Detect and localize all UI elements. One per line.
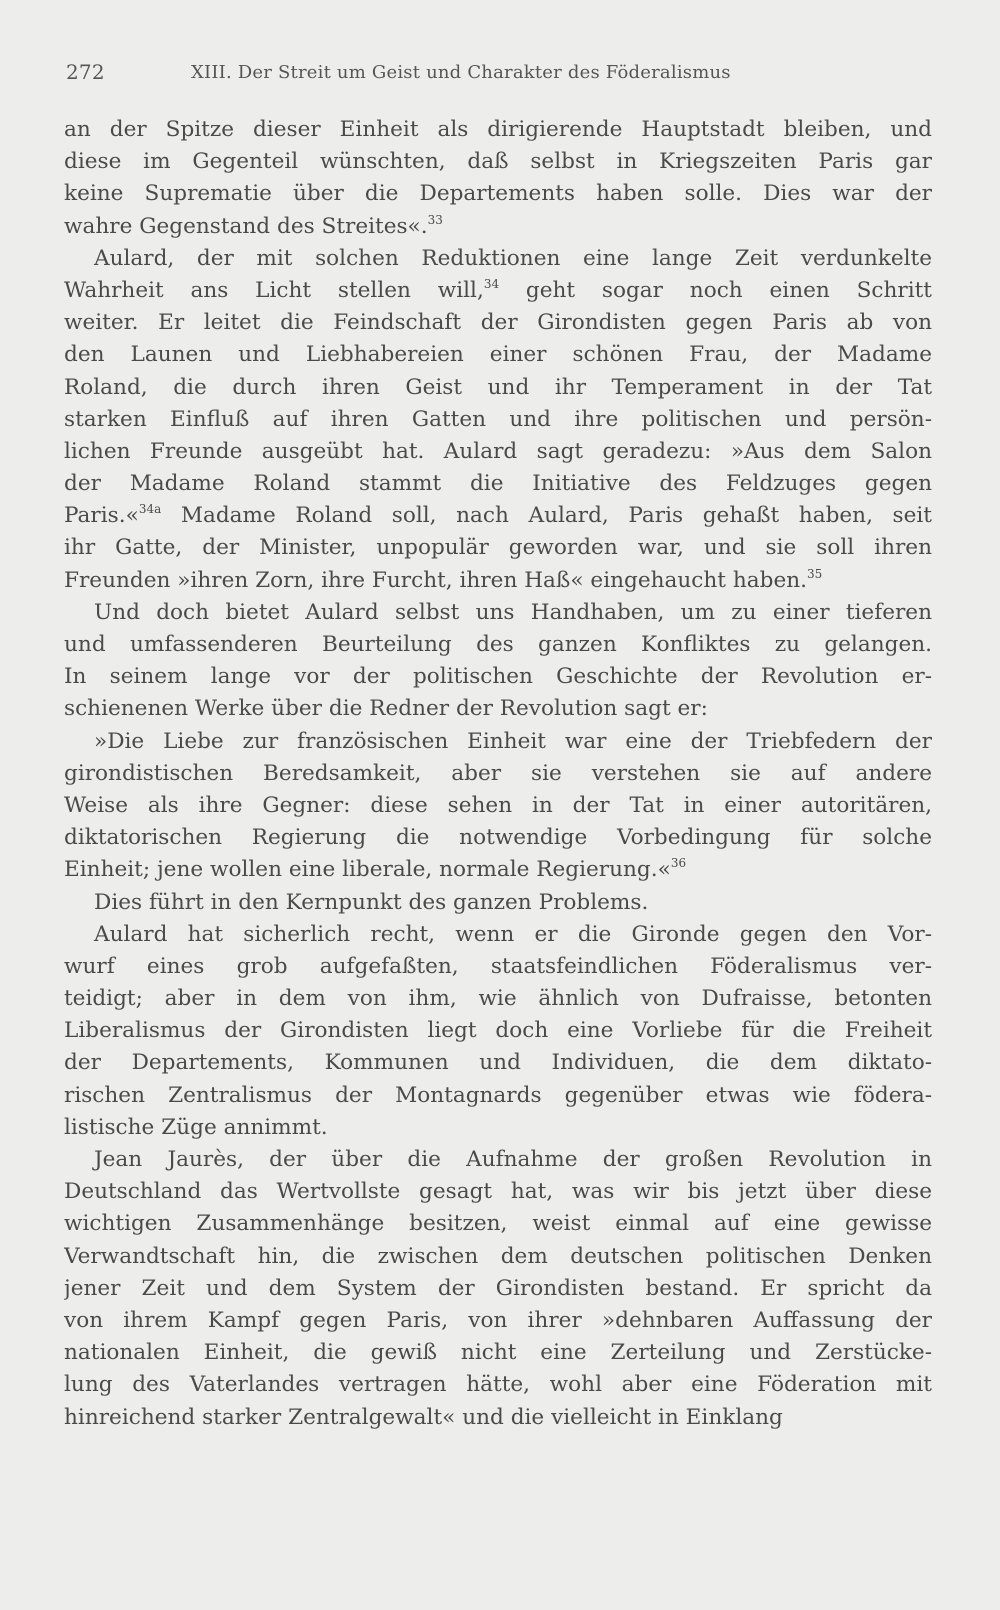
text-line: [64, 951, 932, 983]
line-text: Wahrheit ans Licht stellen will,: [64, 277, 484, 303]
line-text: Verwandtschaft hin, die zwischen dem deutschen politischen Denken: [64, 1243, 932, 1269]
footnote-marker: 35: [807, 566, 823, 581]
text-line: [64, 339, 932, 371]
line-text: Aulard, der mit solchen Reduktionen eine lange Zeit verdunkelte: [94, 245, 932, 271]
text-line: [64, 1369, 932, 1401]
text-line: [64, 243, 932, 275]
text-line: [64, 532, 932, 564]
line-text: Einheit; jene wollen eine liberale, normale Regierung.«: [64, 857, 671, 883]
line-text: Deutschland das Wertvollste gesagt hat, was wir bis jetzt über diese: [64, 1179, 932, 1205]
body-text: [64, 114, 932, 1434]
text-line: [64, 854, 932, 886]
line-text: Und doch bietet Aulard selbst uns Handhaben, um zu einer tieferen: [94, 599, 932, 625]
line-text: wurf eines grob aufgefaßten, staatsfeindlichen Föderalismus ver-: [64, 953, 932, 979]
line-text: jener Zeit und dem System der Girondisten bestand. Er spricht da: [64, 1275, 932, 1301]
text-line: [64, 1144, 932, 1176]
text-line: [64, 114, 932, 146]
line-text: wahre Gegenstand des Streites«.: [64, 213, 428, 239]
line-text: Paris.«: [64, 503, 139, 529]
line-text: Dies führt in den Kernpunkt des ganzen Problems.: [94, 889, 649, 915]
line-text: girondistischen Beredsamkeit, aber sie verstehen sie auf andere: [64, 760, 932, 786]
text-line: [64, 983, 932, 1015]
page-number: 272: [66, 60, 105, 84]
line-text: Weise als ihre Gegner: diese sehen in der Tat in einer autoritären,: [64, 792, 932, 818]
text-line: [64, 919, 932, 951]
line-text: von ihrem Kampf gegen Paris, von ihrer »dehnbaren Auffassung der: [64, 1307, 932, 1333]
line-text: »Die Liebe zur französischen Einheit war eine der Triebfedern der: [94, 728, 932, 754]
line-text-continuation: Madame Roland soll, nach Aulard, Paris gehaßt haben, seit: [161, 503, 932, 529]
line-text: Aulard hat sicherlich recht, wenn er die Gironde gegen den Vor-: [94, 921, 932, 947]
text-line: [64, 1176, 932, 1208]
line-text: der Madame Roland stammt die Initiative des Feldzuges gegen: [64, 471, 932, 497]
text-line: [64, 178, 932, 210]
line-text: den Launen und Liebhabereien einer schönen Frau, der Madame: [64, 342, 932, 368]
line-text: der Departements, Kommunen und Individuen, die dem diktato-: [64, 1050, 932, 1076]
running-head: [66, 60, 946, 90]
text-line: [64, 1402, 932, 1434]
text-line: [64, 790, 932, 822]
line-text: listische Züge annimmt.: [64, 1114, 328, 1140]
text-line: [64, 500, 932, 532]
text-line: [64, 1015, 932, 1047]
text-line: [64, 211, 932, 243]
text-line: [64, 1080, 932, 1112]
line-text: und umfassenderen Beurteilung des ganzen Konfliktes zu gelangen.: [64, 632, 932, 657]
footnote-marker: 33: [427, 212, 443, 227]
line-text: ihr Gatte, der Minister, unpopulär geworden war, und sie soll ihren: [64, 535, 932, 561]
text-line: [64, 1047, 932, 1079]
line-text: teidigt; aber in dem von ihm, wie ähnlich von Dufraisse, betonten: [64, 986, 932, 1012]
line-text: diese im Gegenteil wünschten, daß selbst in Kriegszeiten Paris gar: [64, 149, 932, 175]
line-text: starken Einfluß auf ihren Gatten und ihre politischen und persön-: [64, 406, 932, 432]
text-line: [64, 404, 932, 436]
text-line: [64, 1208, 932, 1240]
text-line: [64, 1273, 932, 1305]
text-line: [64, 726, 932, 758]
text-line: [64, 307, 932, 339]
line-text: an der Spitze dieser Einheit als dirigierende Hauptstadt bleiben, und: [64, 117, 932, 142]
line-text: weiter. Er leitet die Feindschaft der Girondisten gegen Paris ab von: [64, 310, 932, 336]
text-line: [64, 758, 932, 790]
line-text: nationalen Einheit, die gewiß nicht eine Zerteilung und Zerstücke-: [64, 1340, 932, 1366]
line-text: lung des Vaterlandes vertragen hätte, wohl aber eine Föderation mit: [64, 1372, 932, 1398]
footnote-marker: 36: [670, 856, 687, 871]
text-line: [64, 1305, 932, 1337]
text-line: [64, 887, 932, 919]
line-text: Jean Jaurès, der über die Aufnahme der großen Revolution in: [94, 1147, 932, 1172]
line-text: Roland, die durch ihren Geist und ihr Temperament in der Tat: [64, 374, 932, 400]
line-text: rischen Zentralismus der Montagnards gegenüber etwas wie födera-: [64, 1082, 932, 1108]
line-text: In seinem lange vor der politischen Geschichte der Revolution er-: [64, 664, 932, 690]
line-text: Liberalismus der Girondisten liegt doch eine Vorliebe für die Freiheit: [64, 1018, 932, 1044]
footnote-marker: 34: [483, 276, 500, 291]
text-line: [64, 372, 932, 404]
text-line: [64, 629, 932, 661]
line-text-continuation: geht sogar noch einen Schritt: [499, 277, 932, 303]
running-title: XIII. Der Streit um Geist und Charakter des Föderalismus: [191, 62, 731, 83]
text-line: [64, 1241, 932, 1273]
text-line: [64, 822, 932, 854]
text-line: [64, 661, 932, 693]
text-line: [64, 468, 932, 500]
text-line: [64, 1112, 932, 1144]
text-line: [64, 146, 932, 178]
text-line: [64, 436, 932, 468]
footnote-marker: 34a: [138, 502, 162, 517]
line-text: diktatorischen Regierung die notwendige Vorbedingung für solche: [64, 825, 932, 851]
text-line: [64, 565, 932, 597]
text-line: [64, 1337, 932, 1369]
line-text: keine Suprematie über die Departements haben solle. Dies war der: [64, 181, 932, 207]
line-text: hinreichend starker Zentralgewalt« und die vielleicht in Einklang: [64, 1404, 783, 1430]
text-line: [64, 597, 932, 629]
line-text: Freunden »ihren Zorn, ihre Furcht, ihren Haß« eingehaucht haben.: [64, 567, 808, 593]
line-text: wichtigen Zusammenhänge besitzen, weist einmal auf eine gewisse: [64, 1211, 932, 1237]
line-text: schienenen Werke über die Redner der Revolution sagt er:: [64, 696, 708, 722]
line-text: lichen Freunde ausgeübt hat. Aulard sagt geradezu: »Aus dem Salon: [64, 438, 932, 464]
text-line: [64, 693, 932, 725]
text-line: [64, 275, 932, 307]
